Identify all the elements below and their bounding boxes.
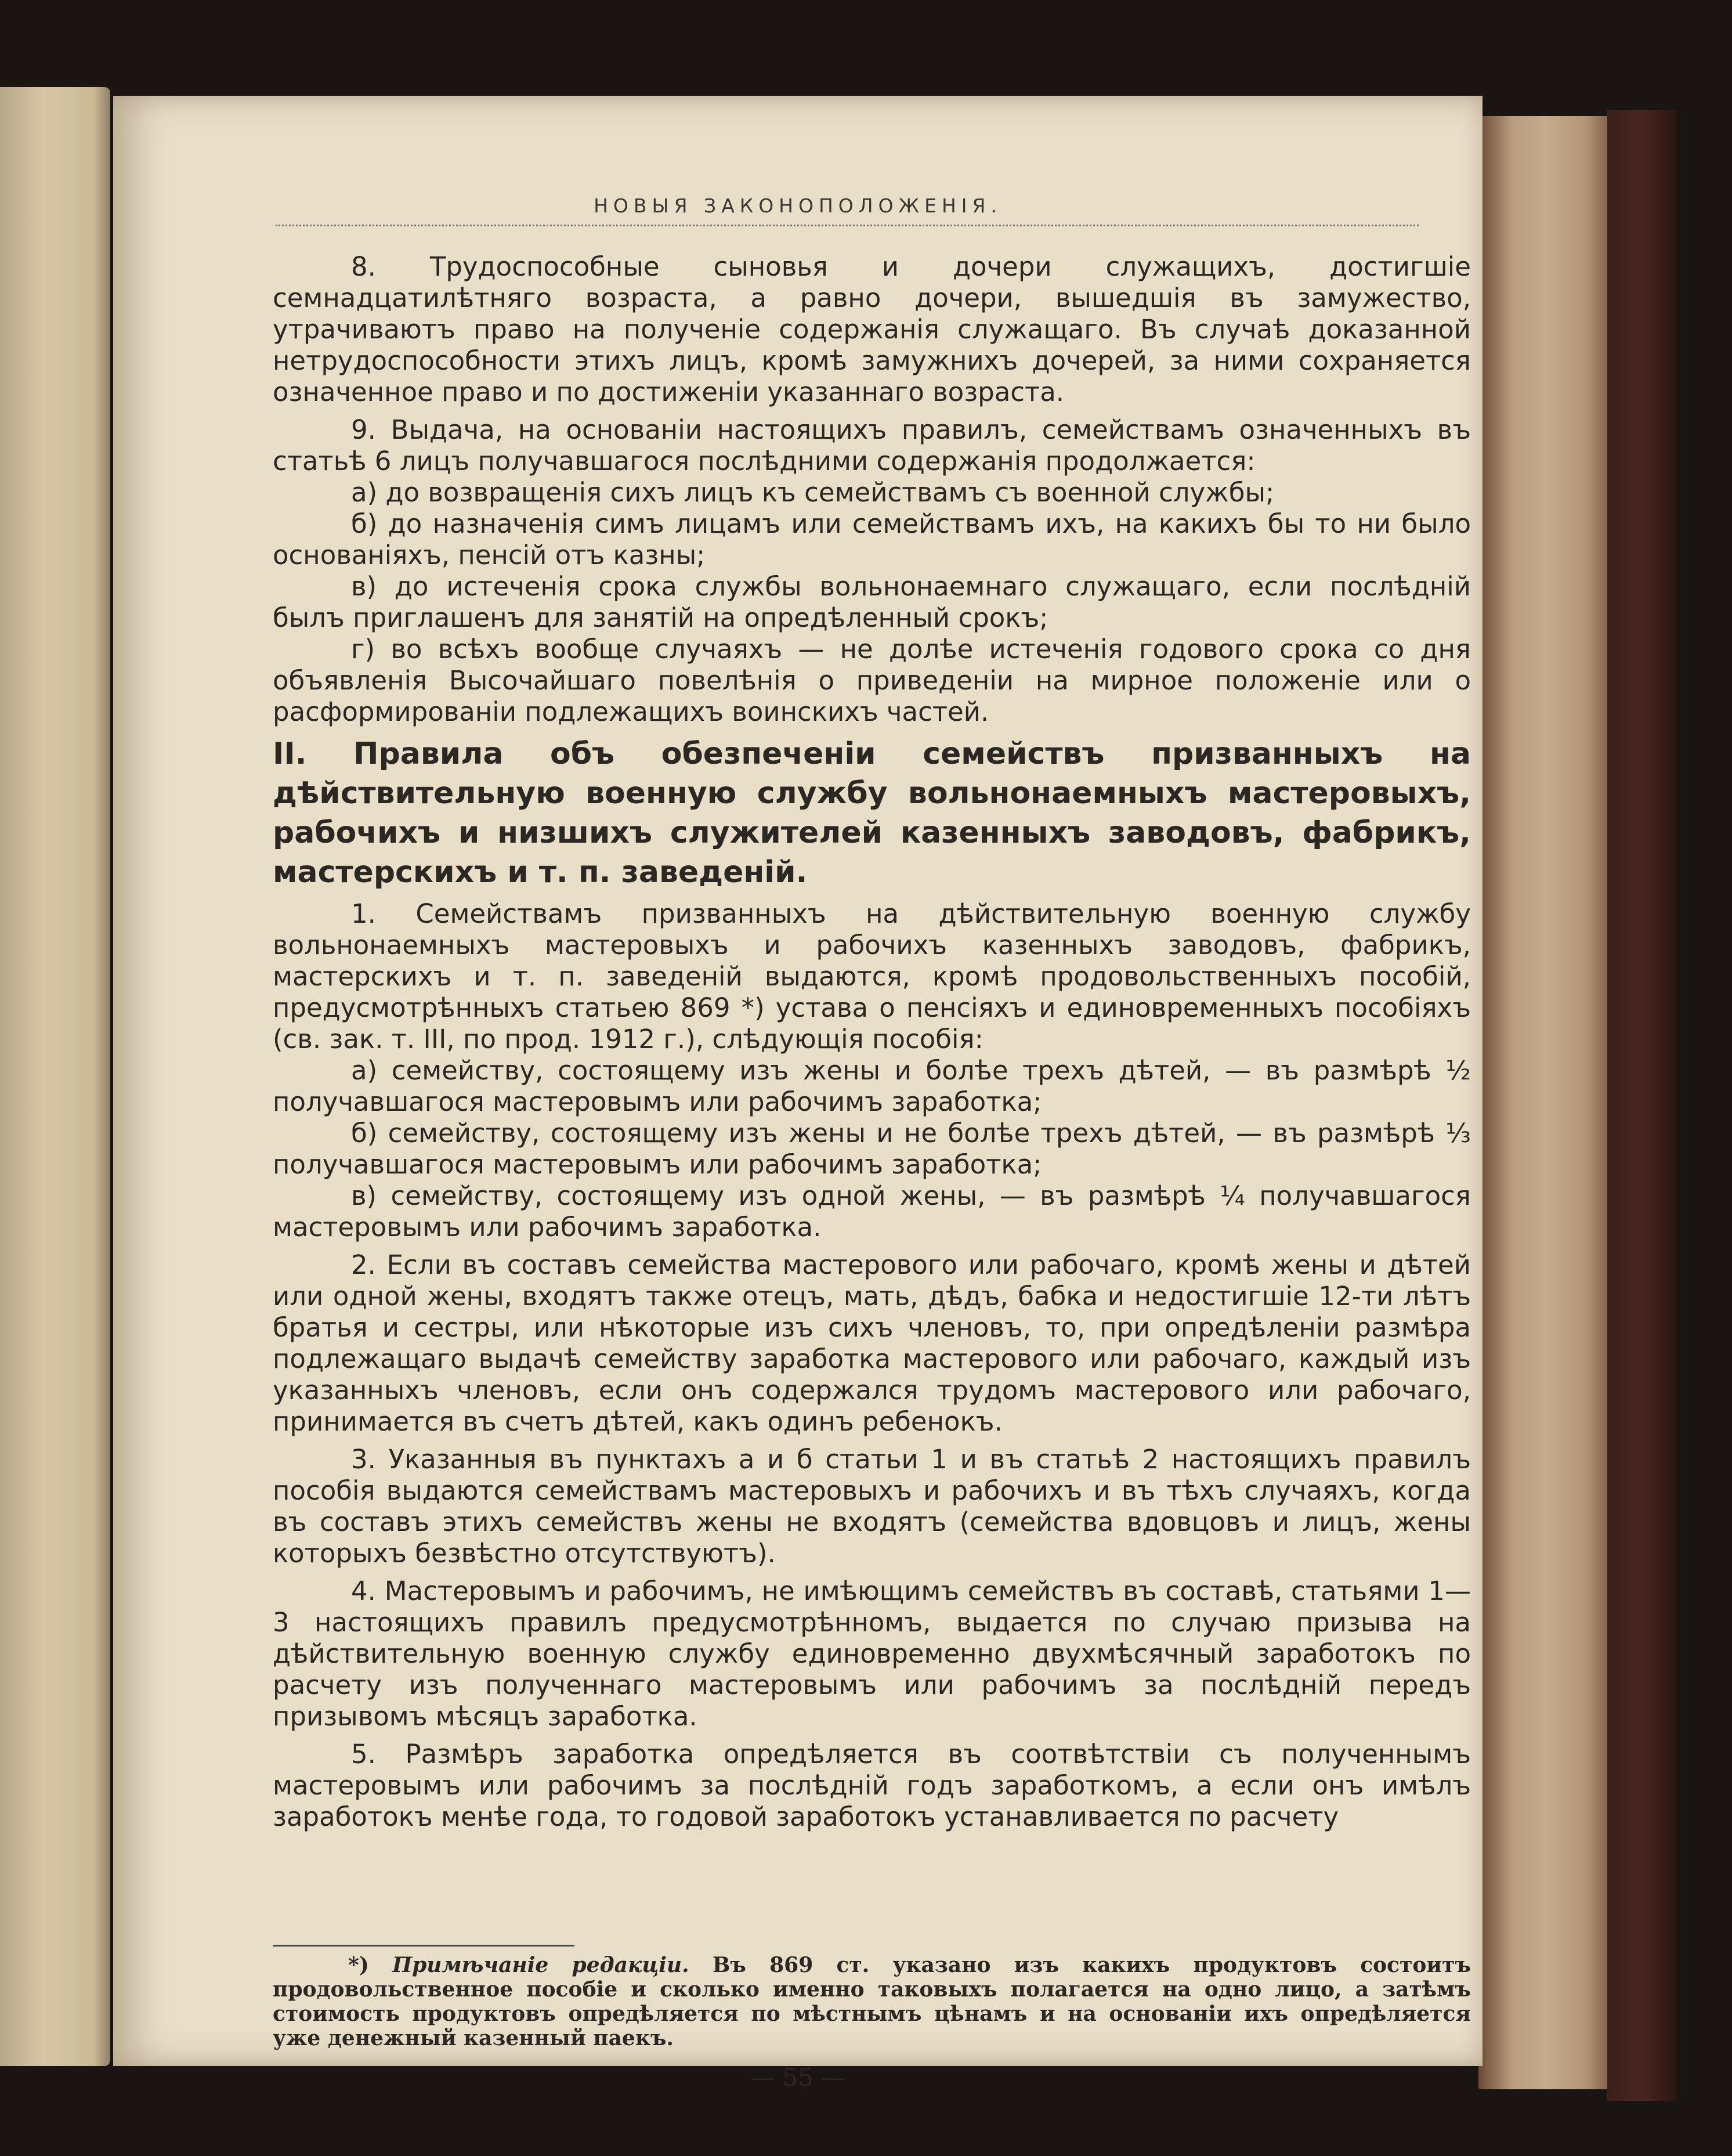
rule-1-v: в) семейству, состоящему изъ одной жены, — въ размѣрѣ ¼ получавшагося мастеровымъ или рабочимъ заработка.	[273, 1180, 1471, 1243]
running-header: НОВЫЯ ЗАКОНОПОЛОЖЕНІЯ.	[594, 194, 1002, 217]
list-item-b: б) до назначенія симъ лицамъ или семействамъ ихъ, на какихъ бы то ни было основаніяхъ, пенсій отъ казны;	[273, 508, 1471, 570]
previous-page-edge	[0, 87, 110, 2066]
footnote-marker: *)	[348, 1953, 369, 1977]
header-rule	[276, 225, 1419, 226]
paragraph-9: 9. Выдача, на основаніи настоящихъ правилъ, семействамъ означенныхъ въ статьѣ 6 лицъ получавшагося послѣдними содержанія продолжается:	[273, 414, 1471, 476]
rule-2: 2. Если въ составъ семейства мастерового или рабочаго, кромѣ жены и дѣтей или одной жены, входятъ также отецъ, мать, дѣдъ, бабка и недостигшіе 12-ти лѣтъ братья и сестры, или нѣкоторые изъ сихъ членовъ, то, при опредѣленіи размѣра подлежащаго выдачѣ семейству заработка мастерового или рабочаго, каждый изъ указанныхъ членовъ, если онъ содержался трудомъ мастерового или рабочаго, принимается въ счетъ дѣтей, какъ одинъ ребенокъ.	[273, 1249, 1471, 1437]
footnote	[273, 1953, 1471, 2050]
book-page	[113, 96, 1482, 2092]
footnote-label: Примѣчаніе редакціи.	[392, 1953, 689, 1977]
rule-1-a: а) семейству, состоящему изъ жены и болѣе трехъ дѣтей, — въ размѣрѣ ½ получавшагося мастеровымъ или рабочимъ заработка;	[273, 1055, 1471, 1117]
list-item-a: а) до возвращенія сихъ лицъ къ семействамъ съ военной службы;	[351, 477, 1275, 508]
rule-3: 3. Указанныя въ пунктахъ а и б статьи 1 и въ статьѣ 2 настоящихъ правилъ пособія выдаются семействамъ мастеровыхъ и рабочихъ и въ тѣхъ случаяхъ, когда въ составъ этихъ семействъ жены не входятъ (семейства вдовцовъ и лицъ, жены которыхъ безвѣстно отсутствуютъ).	[273, 1444, 1471, 1569]
footnote-text: Въ 869 ст. указано изъ какихъ продуктовъ состоитъ продовольственное пособіе и сколько именно таковыхъ полагается на одно лицо, а затѣмъ стоимость продуктовъ опредѣляется по мѣстнымъ цѣнамъ и на основаніи ихъ опредѣляется уже денежный казенный паекъ.	[273, 1953, 1471, 2050]
list-item-v: в) до истеченія срока службы вольнонаемнаго служащаго, если послѣдній былъ приглашенъ для занятій на опредѣленный срокъ;	[273, 571, 1471, 633]
rule-1-b: б) семейству, состоящему изъ жены и не болѣе трехъ дѣтей, — въ размѣрѣ ⅓ получавшагося мастеровымъ или рабочимъ заработка;	[273, 1118, 1471, 1180]
rule-5: 5. Размѣръ заработка опредѣляется въ соотвѣтствіи съ полученнымъ мастеровымъ или рабочимъ за послѣдній годъ заработкомъ, а если онъ имѣлъ заработокъ менѣе года, то годовой заработокъ устанавливается по расчету	[273, 1739, 1471, 1832]
footnote-rule	[273, 1945, 574, 1946]
page-body	[273, 251, 1471, 1839]
rule-1: 1. Семействамъ призванныхъ на дѣйствительную военную службу вольнонаемныхъ мастеровыхъ и рабочихъ казенныхъ заводовъ, фабрикъ, мастерскихъ и т. п. заведеній выдаются, кромѣ продовольственныхъ пособій, предусмотрѣнныхъ статьею 869 *) устава о пенсіяхъ и единовременныхъ пособіяхъ (св. зак. т. III, по прод. 1912 г.), слѣдующія пособія:	[273, 898, 1471, 1054]
book-page-block	[1478, 116, 1612, 2089]
paragraph-8: 8. Трудоспособные сыновья и дочери служащихъ, достигшіе семнадцатилѣтняго возраста, а равно дочери, вышедшія въ замужество, утрачиваютъ право на полученіе содержанія служащаго. Въ случаѣ доказанной нетрудоспособности этихъ лицъ, кромѣ замужнихъ дочерей, за ними сохраняется означенное право и по достиженіи указаннаго возраста.	[273, 251, 1471, 407]
book-cover-edge	[1607, 110, 1677, 2101]
page-number: — 55 —	[750, 2063, 846, 2092]
list-item-g: г) во всѣхъ вообще случаяхъ — не долѣе истеченія годового срока со дня объявленія Высочайшаго повелѣнія о приведеніи на мирное положеніе или о расформированіи подлежащихъ воинскихъ частей.	[273, 634, 1471, 727]
rule-4: 4. Мастеровымъ и рабочимъ, не имѣющимъ семействъ въ составѣ, статьями 1—3 настоящихъ правилъ предусмотрѣнномъ, выдается по случаю призыва на дѣйствительную военную службу единовременно двухмѣсячный заработокъ по расчету изъ полученнаго мастеровымъ или рабочимъ за послѣдній передъ призывомъ мѣсяцъ заработка.	[273, 1576, 1471, 1732]
section-title: II. Правила объ обезпеченіи семействъ призванныхъ на дѣйствительную военную службу вольнонаемныхъ мастеровыхъ, рабочихъ и низшихъ служителей казенныхъ заводовъ, фабрикъ, мастерскихъ и т. п. заведеній.	[273, 736, 1471, 890]
